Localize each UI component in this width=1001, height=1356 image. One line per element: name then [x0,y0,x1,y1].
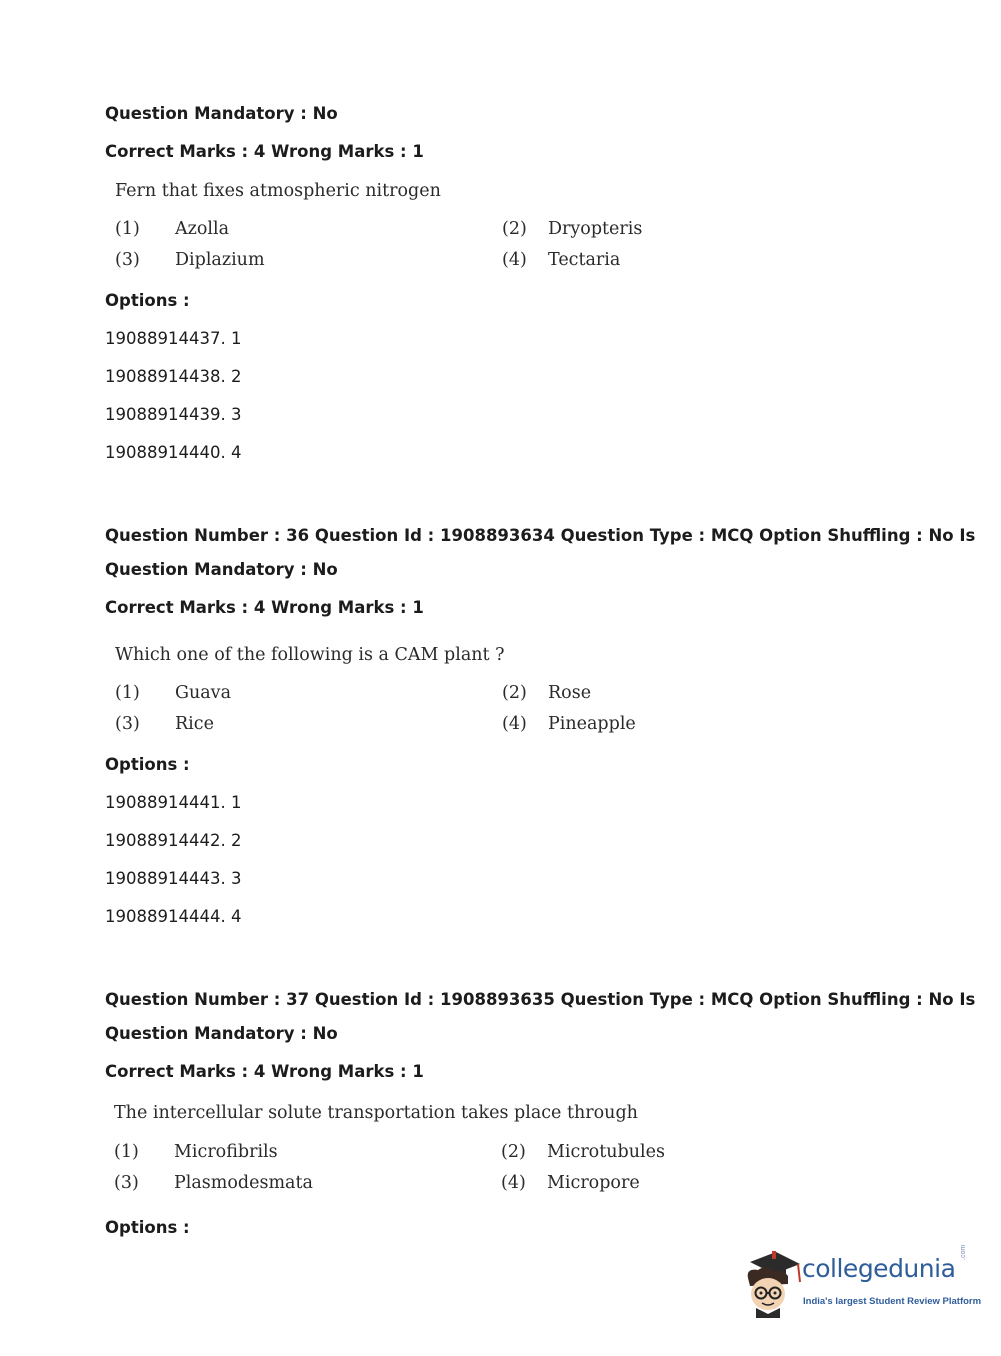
q36-choice-4 [502,714,636,734]
brand-name: collegedunia [802,1254,956,1283]
q37-marks: Correct Marks : 4 Wrong Marks : 1 [105,1062,424,1081]
choice-label: Microfibrils [174,1142,278,1162]
q35-choice-4 [502,250,620,270]
q37-choice-2 [501,1142,665,1162]
choice-label: Diplazium [175,250,265,270]
q36-option-3: 19088914443. 3 [105,869,242,888]
choice-label: Pineapple [548,714,636,734]
q36-marks: Correct Marks : 4 Wrong Marks : 1 [105,598,424,617]
q37-header: Question Number : 37 Question Id : 1908893635 Question Type : MCQ Option Shuffling : No Is [105,990,976,1009]
q37-choice-3 [114,1173,313,1193]
choice-number: (4) [501,1173,526,1193]
q37-choice-4 [501,1173,640,1193]
q35-mandatory: Question Mandatory : No [105,104,338,123]
q35-option-3: 19088914439. 3 [105,405,242,424]
q35-option-1: 19088914437. 1 [105,329,242,348]
choice-label: Plasmodesmata [174,1173,313,1193]
choice-label: Rice [175,714,214,734]
q36-choice-2 [502,683,591,703]
q36-choice-3 [115,714,214,734]
choice-label: Microtubules [547,1142,665,1162]
choice-number: (3) [114,1173,139,1193]
q36-mandatory: Question Mandatory : No [105,560,338,579]
choice-label: Micropore [547,1173,640,1193]
choice-label: Tectaria [548,250,621,270]
choice-number: (2) [502,219,527,239]
q35-options-label: Options : [105,291,190,310]
choice-number: (2) [501,1142,526,1162]
choice-label: Guava [175,683,232,703]
q36-options-label: Options : [105,755,190,774]
q35-option-2: 19088914438. 2 [105,367,242,386]
q35-option-4: 19088914440. 4 [105,443,242,462]
mascot-icon [742,1248,804,1318]
choice-number: (4) [502,714,527,734]
q35-choice-2 [502,219,642,239]
choice-number: (4) [502,250,527,270]
q35-marks: Correct Marks : 4 Wrong Marks : 1 [105,142,424,161]
q35-question-text: Fern that fixes atmospheric nitrogen [115,181,441,201]
choice-label: Rose [548,683,592,703]
choice-label: Dryopteris [548,219,643,239]
q36-option-1: 19088914441. 1 [105,793,242,812]
q36-question-text: Which one of the following is a CAM plant ? [115,645,505,665]
q36-option-2: 19088914442. 2 [105,831,242,850]
q35-choice-1 [115,219,229,239]
choice-number: (3) [115,714,140,734]
choice-number: (1) [115,683,140,703]
q35-choice-3 [115,250,265,270]
choice-number: (1) [114,1142,139,1162]
q37-question-text: The intercellular solute transportation takes place through [114,1103,638,1123]
choice-number: (1) [115,219,140,239]
brand-tagline: India's largest Student Review Platform [803,1296,982,1307]
q36-choice-1 [115,683,231,703]
q37-mandatory: Question Mandatory : No [105,1024,338,1043]
q37-choice-1 [114,1142,278,1162]
choice-number: (2) [502,683,527,703]
q36-header: Question Number : 36 Question Id : 1908893634 Question Type : MCQ Option Shuffling : No Is [105,526,976,545]
q36-option-4: 19088914444. 4 [105,907,242,926]
q37-options-label: Options : [105,1218,190,1237]
choice-label: Azolla [175,219,230,239]
brand-dotcom: .com [960,1244,967,1260]
collegedunia-logo[interactable] [742,1244,982,1318]
choice-number: (3) [115,250,140,270]
